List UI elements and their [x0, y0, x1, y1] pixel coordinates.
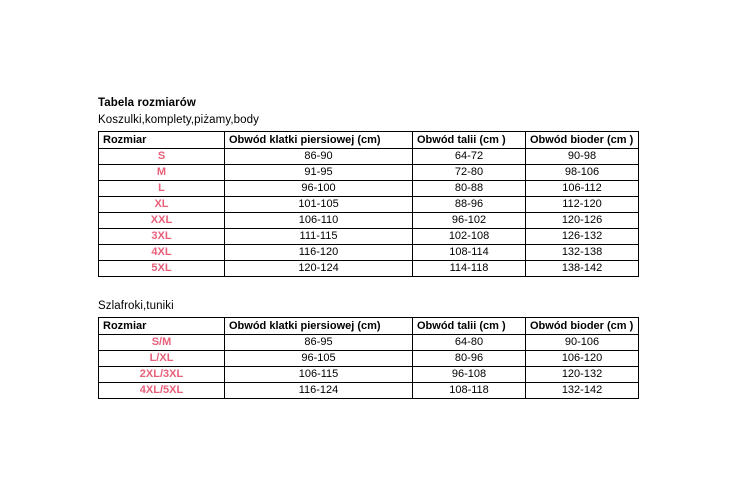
cell-waist: 64-80 [413, 335, 526, 351]
cell-chest: 86-90 [225, 149, 413, 165]
cell-chest: 106-115 [225, 367, 413, 383]
cell-size: 3XL [99, 229, 225, 245]
cell-size: S/M [99, 335, 225, 351]
cell-chest: 96-100 [225, 181, 413, 197]
cell-size: 4XL [99, 245, 225, 261]
cell-hips: 138-142 [526, 261, 639, 277]
section-caption-shirts: Koszulki,komplety,piżamy,body [98, 114, 259, 126]
cell-chest: 106-110 [225, 213, 413, 229]
size-table-robes [98, 317, 639, 399]
cell-hips: 132-142 [526, 383, 639, 399]
cell-hips: 112-120 [526, 197, 639, 213]
cell-hips: 126-132 [526, 229, 639, 245]
cell-waist: 88-96 [413, 197, 526, 213]
table-row [99, 261, 639, 277]
column-header-chest: Obwód klatki piersiowej (cm) [225, 318, 413, 335]
cell-chest: 96-105 [225, 351, 413, 367]
cell-chest: 116-124 [225, 383, 413, 399]
cell-waist: 64-72 [413, 149, 526, 165]
section-divider [98, 277, 638, 299]
column-header-size: Rozmiar [99, 318, 225, 335]
cell-chest: 120-124 [225, 261, 413, 277]
table-row [99, 335, 639, 351]
cell-size: 4XL/5XL [99, 383, 225, 399]
cell-chest: 86-95 [225, 335, 413, 351]
cell-hips: 120-132 [526, 367, 639, 383]
cell-size: 2XL/3XL [99, 367, 225, 383]
cell-waist: 80-96 [413, 351, 526, 367]
cell-hips: 90-98 [526, 149, 639, 165]
cell-size: S [99, 149, 225, 165]
cell-waist: 108-118 [413, 383, 526, 399]
table-header-row [99, 132, 639, 149]
table-row [99, 367, 639, 383]
column-header-waist: Obwód talii (cm ) [413, 318, 526, 335]
document-content [98, 96, 638, 399]
table-body-shirts [99, 149, 639, 277]
page-title: Tabela rozmiarów [98, 97, 196, 109]
table-row [99, 245, 639, 261]
cell-size: L/XL [99, 351, 225, 367]
cell-size: L [99, 181, 225, 197]
column-header-hips: Obwód bioder (cm ) [526, 318, 639, 335]
table-header-shirts [99, 132, 639, 149]
cell-waist: 114-118 [413, 261, 526, 277]
cell-hips: 90-106 [526, 335, 639, 351]
table-row [99, 351, 639, 367]
cell-waist: 80-88 [413, 181, 526, 197]
cell-waist: 102-108 [413, 229, 526, 245]
table-row [99, 213, 639, 229]
cell-hips: 106-112 [526, 181, 639, 197]
table-body-robes [99, 335, 639, 399]
cell-chest: 101-105 [225, 197, 413, 213]
column-header-size: Rozmiar [99, 132, 225, 149]
cell-hips: 98-106 [526, 165, 639, 181]
table-row [99, 229, 639, 245]
table-header-robes [99, 318, 639, 335]
cell-waist: 96-102 [413, 213, 526, 229]
cell-size: M [99, 165, 225, 181]
table-row [99, 197, 639, 213]
column-header-waist: Obwód talii (cm ) [413, 132, 526, 149]
column-header-hips: Obwód bioder (cm ) [526, 132, 639, 149]
cell-hips: 132-138 [526, 245, 639, 261]
cell-hips: 106-120 [526, 351, 639, 367]
cell-waist: 96-108 [413, 367, 526, 383]
table-row [99, 383, 639, 399]
section-caption-robes: Szlafroki,tuniki [98, 300, 174, 312]
table-row [99, 149, 639, 165]
cell-waist: 72-80 [413, 165, 526, 181]
cell-size: XXL [99, 213, 225, 229]
table-row [99, 165, 639, 181]
column-header-chest: Obwód klatki piersiowej (cm) [225, 132, 413, 149]
cell-size: XL [99, 197, 225, 213]
cell-size: 5XL [99, 261, 225, 277]
cell-hips: 120-126 [526, 213, 639, 229]
cell-chest: 116-120 [225, 245, 413, 261]
cell-chest: 111-115 [225, 229, 413, 245]
cell-waist: 108-114 [413, 245, 526, 261]
cell-chest: 91-95 [225, 165, 413, 181]
size-table-shirts [98, 131, 639, 277]
table-row [99, 181, 639, 197]
table-header-row [99, 318, 639, 335]
